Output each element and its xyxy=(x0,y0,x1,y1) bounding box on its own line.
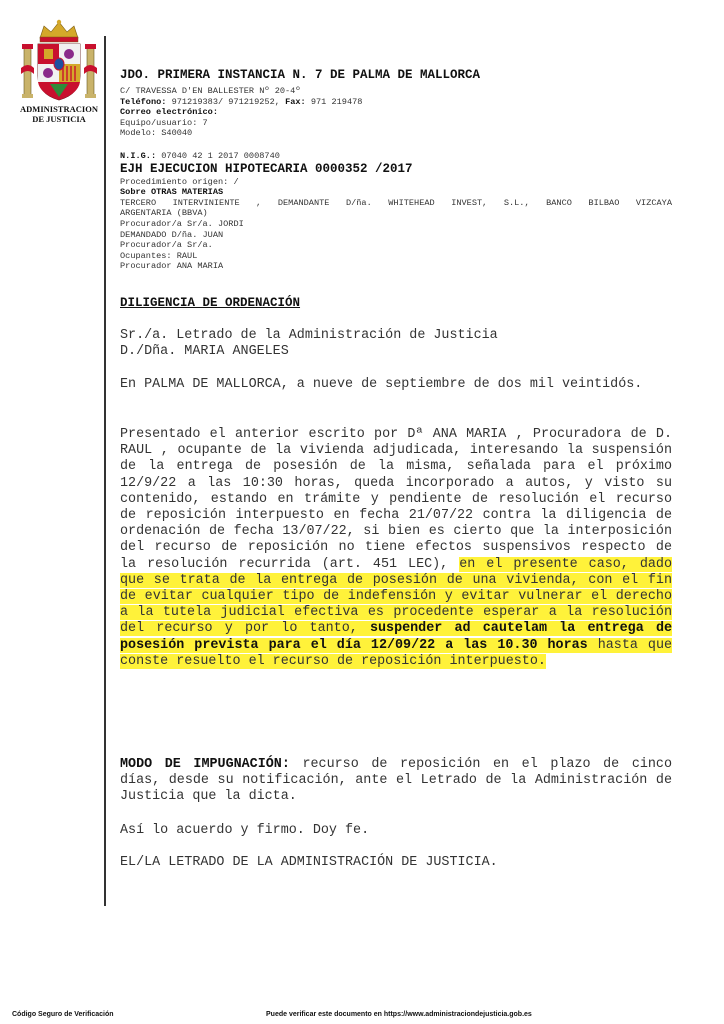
court-name: JDO. PRIMERA INSTANCIA N. 7 DE PALMA DE MALLORCA xyxy=(120,68,481,82)
nig-value: 07040 42 1 2017 0008740 xyxy=(156,151,280,161)
sobre-label: Sobre xyxy=(120,187,146,198)
impugnacion-text: recurso de reposición en el plazo de cinco días, desde su notificación, ante el Letrado de la Administración de Justicia que la dicta. xyxy=(120,757,672,805)
addressee-block xyxy=(120,328,672,360)
procurador-line-2: Procurador/a Sr/a. xyxy=(120,240,213,251)
nig-line xyxy=(120,151,672,162)
case-block xyxy=(120,151,672,272)
highlighted-text: en el presente caso, dado que se trata de la entrega de posesión de una vivienda, con el fin de evitar cualquier tipo de indefensión y evitar vulnerar el derecho a la tutela judicial efectiva es procedente esperar a la resolución del recurso y por lo tanto, xyxy=(120,556,672,637)
procurador-line-3: Procurador ANA MARIA xyxy=(120,261,224,272)
main-paragraph-text: Presentado el anterior escrito por Dª ANA MARIA , Procuradora de D. RAUL , ocupante de la vivienda adjudicada, interesando la suspensión de la entrega de posesión de la misma, señalada para el próximo 12/9/22 a las 10:30 horas, queda incorporado a autos, y visto su contenido, estando en trámite y pendiente de resolución el recurso de reposición interpuesto en fecha 21/07/22 contra la diligencia de ordenación de fecha 13/07/22, si bien es cierto que la interposición del recurso de reposición no tiene efectos suspensivos respecto de la resolución recurrida (art. 451 LEC), xyxy=(120,427,672,572)
date-paragraph: En PALMA DE MALLORCA, a nueve de septiembre de dos mil veintidós. xyxy=(120,377,643,392)
nig-label: N.I.G.: xyxy=(120,151,157,161)
argentaria-line: ARGENTARIA (BBVA) xyxy=(120,208,208,219)
logo-caption-line2: DE JUSTICIA xyxy=(32,114,86,124)
highlighted-bold-text: suspender ad cautelam la entrega de posesión prevista para el día 12/09/22 a las 10.30 horas xyxy=(120,621,673,653)
phone-value: 971219383/ 971219252, xyxy=(166,96,280,107)
tercero-line: TERCERO INTERVINIENTE , DEMANDANTE D/ña. WHITEHEAD INVEST, S.L., BANCO BILBAO VIZCAYA xyxy=(120,197,672,208)
margin-rule xyxy=(104,36,106,906)
procedimiento-origen: Procedimiento origen: / xyxy=(120,176,239,187)
addressee-line-1: Sr./a. Letrado de la Administración de Justicia xyxy=(120,328,498,343)
logo-caption xyxy=(12,104,106,124)
impugnacion-paragraph xyxy=(120,757,672,806)
closing-line-1: Así lo acuerdo y firmo. Doy fe. xyxy=(120,823,370,838)
sobre-line xyxy=(120,187,672,198)
main-paragraph xyxy=(120,427,672,670)
court-details xyxy=(120,86,362,139)
court-phone-line xyxy=(120,97,362,108)
demandado-line: DEMANDADO D/ña. JUAN xyxy=(120,229,224,240)
fax-value: 971 219478 xyxy=(305,96,363,107)
section-title: DILIGENCIA DE ORDENACIÓN xyxy=(120,296,301,310)
case-parties xyxy=(120,177,672,272)
email-label: Correo electrónico: xyxy=(120,107,218,118)
highlighted-text-end: hasta que conste resuelto el recurso de reposición interpuesto. xyxy=(120,637,673,669)
addressee-line-2: D./Dña. MARIA ANGELES xyxy=(120,344,289,360)
ocupantes-line: Ocupantes: RAUL xyxy=(120,250,198,261)
sobre-value: OTRAS MATERIAS xyxy=(145,187,224,198)
logo-caption-line1: ADMINISTRACION xyxy=(20,104,98,114)
equipo-usuario: Equipo/usuario: 7 xyxy=(120,117,208,128)
modelo: Modelo: S40040 xyxy=(120,128,193,139)
footer-csv-label: Código Seguro de Verificación xyxy=(12,1011,114,1018)
court-address: C/ TRAVESSA D'EN BALLESTER Nº 20-4º xyxy=(120,86,301,96)
procurador-line-1: Procurador/a Sr/a. JORDI xyxy=(120,218,244,229)
impugnacion-label: MODO DE IMPUGNACIÓN: xyxy=(120,757,290,772)
fax-label: Fax: xyxy=(285,96,306,107)
case-title: EJH EJECUCION HIPOTECARIA 0000352 /2017 xyxy=(120,161,413,176)
phone-label: Teléfono: xyxy=(120,96,167,107)
footer-verify-text: Puede verificar este documento en https://www.administraciondejusticia.gob.es xyxy=(266,1011,532,1018)
closing-line-2: EL/LA LETRADO DE LA ADMINISTRACIÓN DE JUSTICIA. xyxy=(120,855,498,870)
